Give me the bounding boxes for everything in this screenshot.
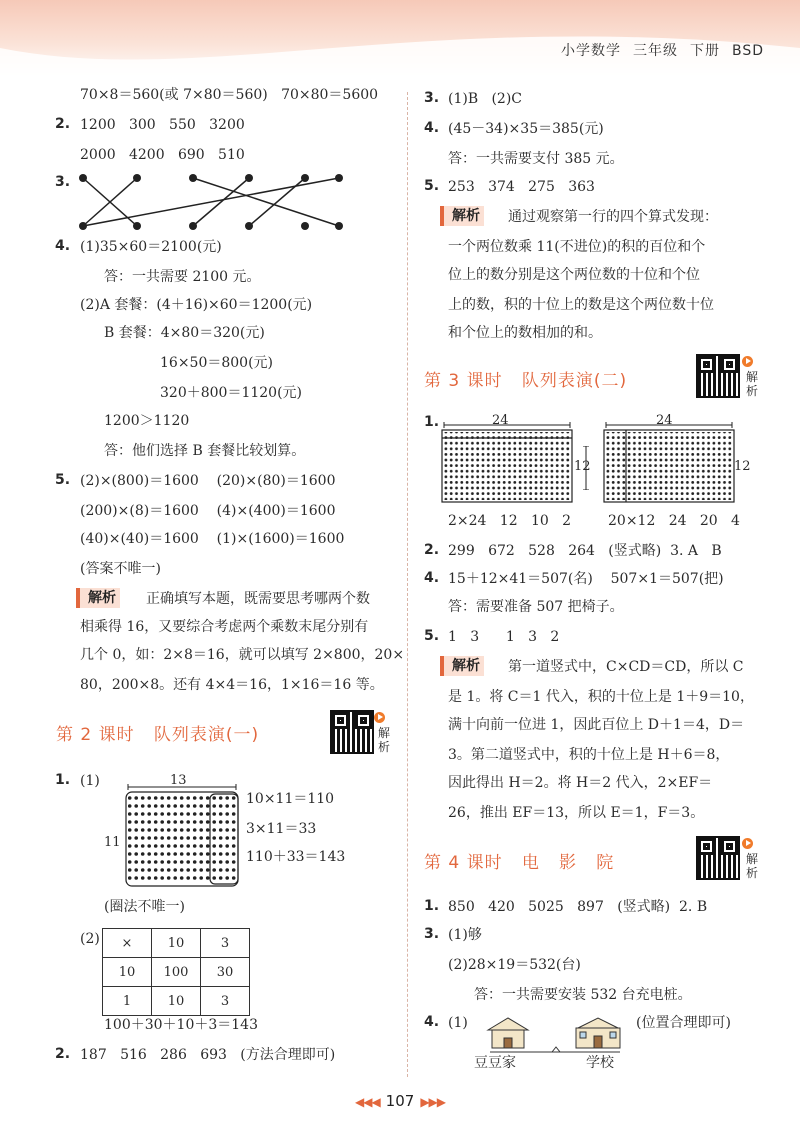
- answer-line: (1)35×60＝2100(元): [80, 239, 222, 255]
- question-number: 5.: [424, 178, 440, 194]
- answer-line: 15＋12×41＝507(名) 507×1＝507(把): [448, 571, 724, 587]
- analysis-tag: 解析: [440, 206, 484, 226]
- play-icon[interactable]: [374, 712, 385, 723]
- play-icon[interactable]: [742, 838, 753, 849]
- table-cell: 3: [201, 929, 250, 958]
- table-cell: 10: [152, 987, 201, 1016]
- answer-line: (答案不唯一): [80, 561, 161, 577]
- place-label: 学校: [586, 1055, 614, 1071]
- equation: 100＋30＋10＋3＝143: [104, 1017, 258, 1033]
- qr-label: 解析: [746, 370, 759, 398]
- dimension-label: 11: [104, 835, 121, 850]
- column-divider: [407, 92, 408, 1077]
- question-number: 5.: [55, 472, 71, 488]
- qr-code[interactable]: [696, 354, 740, 398]
- analysis-text: 上的数，积的十位上的数是这个两位数十位: [448, 297, 714, 313]
- analysis-text: 满十向前一位进 1，因此百位上 D＋1＝4，D＝: [448, 717, 745, 733]
- analysis-text: 第一道竖式中，C×CD＝CD，所以 C: [508, 659, 744, 675]
- part-label: (2): [80, 931, 100, 947]
- table-cell: 3: [201, 987, 250, 1016]
- analysis-text: 相乘得 16，又要综合考虑两个乘数末尾分别有: [80, 619, 369, 635]
- multiplication-table: [102, 928, 250, 1016]
- equation: 10×11＝110: [246, 791, 335, 807]
- note: (圈法不唯一): [104, 899, 185, 915]
- answer-line: (1)B (2)C: [448, 91, 523, 107]
- answer-line: 850 420 5025 897 (竖式略) 2. B: [448, 899, 708, 915]
- answer-line: 答：他们选择 B 套餐比较划算。: [104, 443, 306, 459]
- lesson-title: 第 3 课时 队列表演(二): [424, 371, 628, 391]
- analysis-tag: 解析: [76, 588, 120, 608]
- answer-line: (2)28×19＝532(台): [448, 957, 581, 973]
- note: (位置合理即可): [636, 1015, 731, 1031]
- answer-line: B 套餐：4×80＝320(元): [104, 325, 265, 341]
- answer-line: (2)×(800)＝1600 (20)×(80)＝1600: [80, 473, 336, 489]
- dimension-label: 24: [492, 413, 509, 428]
- book-info: [549, 40, 764, 60]
- analysis-text: 26，推出 EF＝13，所以 E＝1，F＝3。: [448, 805, 705, 821]
- answer-line: (40)×(40)＝1600 (1)×(1600)＝1600: [80, 531, 345, 547]
- answer-line: 1200＞1120: [104, 413, 190, 429]
- table-cell: 10: [103, 958, 152, 987]
- table-cell: 1: [103, 987, 152, 1016]
- volume: 下册: [689, 43, 720, 59]
- answer-line: 299 672 528 264 (竖式略) 3. A B: [448, 543, 722, 559]
- table-cell: 30: [201, 958, 250, 987]
- answer-line: 70×8＝560(或 7×80＝560) 70×80＝5600: [80, 87, 379, 103]
- page-footer: [0, 1092, 800, 1110]
- school-icon: [576, 1018, 620, 1048]
- answer-line: 2000 4200 690 510: [80, 147, 245, 163]
- analysis-text: 80，200×8。还有 4×4＝16，1×16＝16 等。: [80, 677, 384, 693]
- answer-line: 20×12 24 20 4: [608, 513, 740, 529]
- dimension-label: 12: [734, 459, 751, 474]
- answer-line: 16×50＝800(元): [160, 355, 274, 371]
- part-label: (1): [80, 773, 100, 789]
- analysis-text: 因此得出 H＝2。将 H＝2 代入，2×EF＝: [448, 775, 713, 791]
- matching-diagram: [75, 170, 355, 234]
- answer-line: 253 374 275 363: [448, 179, 595, 195]
- table-cell: ×: [103, 929, 152, 958]
- analysis-text: 通过观察第一行的四个算式发现：: [508, 209, 718, 225]
- analysis-text: 是 1。将 C＝1 代入，积的十位上是 1＋9＝10，: [448, 689, 754, 705]
- answer-line: 1200 300 550 3200: [80, 117, 245, 133]
- analysis-text: 和个位上的数相加的和。: [448, 325, 602, 341]
- qr-label: 解析: [378, 726, 391, 754]
- analysis-text: 3。第二道竖式中，积的十位上是 H＋6＝8，: [448, 747, 730, 763]
- house-icon: [488, 1018, 528, 1048]
- answer-line: (200)×(8)＝1600 (4)×(400)＝1600: [80, 503, 336, 519]
- answer-line: 187 516 286 693 (方法合理即可): [80, 1047, 336, 1063]
- place-label: 豆豆家: [474, 1055, 516, 1071]
- page-number: 107: [385, 1092, 415, 1110]
- dot-array-24x12-a: [438, 418, 578, 506]
- subject: 小学数学: [560, 43, 621, 59]
- lesson-title: 第 2 课时 队列表演(一): [56, 725, 260, 745]
- lesson-title: 第 4 课时 电 影 院: [424, 853, 615, 873]
- dimension-label: 12: [574, 459, 591, 474]
- answer-line: (45－34)×35＝385(元): [448, 121, 604, 137]
- table-cell: 10: [152, 929, 201, 958]
- equation: 3×11＝33: [246, 821, 317, 837]
- dimension-label: 24: [656, 413, 673, 428]
- part-label: (1): [448, 1015, 468, 1031]
- question-number: 2.: [55, 116, 71, 132]
- answer-line: 1 3 1 3 2: [448, 629, 560, 645]
- analysis-text: 几个 0，如：2×8＝16，就可以填写 2×800，20×: [80, 647, 405, 663]
- qr-code[interactable]: [696, 836, 740, 880]
- analysis-text: 一个两位数乘 11(不进位)的积的百位和个: [448, 239, 706, 255]
- answer-line: 答：需要准备 507 把椅子。: [448, 599, 624, 615]
- analysis-tag: 解析: [440, 656, 484, 676]
- question-number: 4.: [55, 238, 71, 254]
- answer-line: (1)够: [448, 927, 482, 943]
- side-bracket: [580, 446, 592, 490]
- dot-array-13x11: [120, 778, 250, 890]
- analysis-text: 位上的数分别是这个两位数的十位和个位: [448, 267, 700, 283]
- qr-label: 解析: [746, 852, 759, 880]
- question-number: 3.: [424, 926, 440, 942]
- question-number: 2.: [55, 1046, 71, 1062]
- answer-line: 320＋800＝1120(元): [160, 385, 302, 401]
- answer-line: (2)A 套餐：(4＋16)×60＝1200(元): [80, 297, 313, 313]
- question-number: 2.: [424, 542, 440, 558]
- dot-array-24x12-b: [600, 418, 740, 506]
- qr-code[interactable]: [330, 710, 374, 754]
- grade: 三年级: [632, 43, 678, 59]
- question-number: 4.: [424, 570, 440, 586]
- answer-line: 答：一共需要支付 385 元。: [448, 151, 624, 167]
- prev-arrows-icon: ◀◀◀: [354, 1095, 380, 1109]
- answer-line: 答：一共需要安装 532 台充电桩。: [474, 987, 692, 1003]
- equation: 110＋33＝143: [246, 849, 346, 865]
- question-number: 4.: [424, 1014, 440, 1030]
- next-arrows-icon: ▶▶▶: [420, 1095, 445, 1109]
- dimension-label: 13: [170, 773, 187, 788]
- question-number: 1.: [424, 414, 440, 430]
- question-number: 3.: [424, 90, 440, 106]
- question-number: 1.: [55, 772, 71, 788]
- edition: BSD: [731, 43, 764, 59]
- question-number: 3.: [55, 174, 71, 190]
- question-number: 5.: [424, 628, 440, 644]
- question-number: 1.: [424, 898, 440, 914]
- play-icon[interactable]: [742, 356, 753, 367]
- answer-line: 答：一共需要 2100 元。: [104, 269, 261, 285]
- table-cell: 100: [152, 958, 201, 987]
- question-number: 4.: [424, 120, 440, 136]
- analysis-text: 正确填写本题，既需要思考哪两个数: [146, 591, 370, 607]
- answer-line: 2×24 12 10 2: [448, 513, 572, 529]
